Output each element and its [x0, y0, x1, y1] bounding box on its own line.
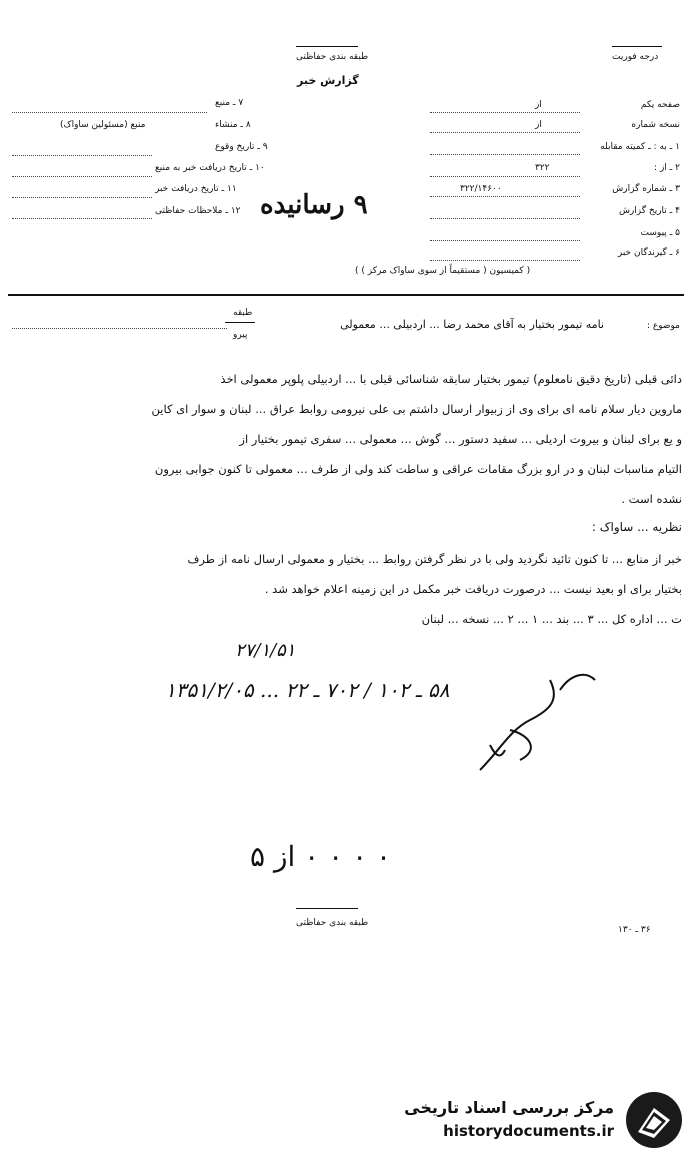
subject-label: موضوع :: [646, 321, 680, 331]
classification-top-rule: [296, 46, 358, 47]
form-dots: [430, 112, 580, 113]
form-dots: [12, 197, 152, 198]
org-url: historydocuments.ir: [443, 1122, 614, 1140]
form-right-0: صفحه یکم: [640, 100, 680, 110]
report-no: ۳۲۲/۱۴۶۰۰: [460, 184, 502, 194]
form-left-1: ۸ ـ منشاء: [215, 120, 251, 130]
form-dots: [430, 132, 580, 133]
form-dots: [430, 218, 580, 219]
form-dots: [12, 155, 152, 156]
form-right-5: ۴ ـ تاریخ گزارش: [618, 206, 680, 216]
classification-bottom: طبقه بندی حفاظتی: [296, 918, 369, 928]
form-right-2: ۱ ـ به : ـ کمیته مقابله: [600, 142, 680, 152]
assessment-title: نظریه ... ساواک :: [591, 520, 682, 534]
form-dots: [430, 240, 580, 241]
signature: [470, 660, 610, 790]
subject-text: نامه تیمور بختیار به آقای محمد رضا ... اردبیلی ... معمولی: [340, 318, 604, 331]
bottom-handwritten-note: ۰ ۰ ۰ ۰ از ۵: [250, 840, 392, 873]
form-dots: [430, 154, 580, 155]
form-dots: [430, 260, 580, 261]
form-right-1: نسخه شماره: [631, 120, 680, 130]
body-line-2: و یع برای لبنان و بیروت اردیلی ... سفید دستور ... گوش ... معمولی ... سفری تیمور بختیار از: [239, 432, 682, 446]
form-right-3: ۲ ـ از :: [654, 163, 680, 173]
form-right-4: ۳ ـ شماره گزارش: [612, 184, 680, 194]
form-left-3: ۱۰ ـ تاریخ دریافت خبر به منبع: [155, 163, 265, 173]
form-left-4: ۱۱ ـ تاریخ دریافت خبر: [155, 184, 237, 194]
source-value: منبع (مسئولین ساواک): [60, 120, 146, 130]
assessment-line-2: ت ... اداره کل ... ۳ ... بند ... ۱ ... ۲ ... نسخه ... لبنان: [421, 612, 682, 626]
form-mid-0: از: [535, 100, 542, 110]
body-line-4: نشده است .: [621, 492, 682, 506]
urgency-rule: [612, 46, 662, 47]
handwritten-date-2: ۵۸ ـ ۱۰۲ / ۷۰۲ ـ ۲۲ ... ۱۳۵۱/۲/۰۵: [165, 678, 450, 702]
form-dots: [12, 112, 207, 113]
form-right-7: ۶ ـ گیرندگان خبر: [617, 248, 680, 258]
org-name: مرکز بررسی اسناد تاریخی: [404, 1098, 614, 1117]
subject-side-0: طبقه: [233, 308, 253, 318]
form-mid-1: از: [535, 120, 542, 130]
form-dots: [430, 196, 580, 197]
document-title: گزارش خبر: [297, 74, 359, 87]
classification-top: طبقه بندی حفاظتی: [296, 52, 369, 62]
subject-dots: [12, 328, 227, 329]
book-logo-icon: [624, 1090, 684, 1150]
stamp-handwritten: ۹ رسانیده: [260, 190, 368, 220]
body-line-1: ماروین دیار سلام نامه ای برای وی از زبیوار ارسال داشتم بی علی نیرومی روابط عراق ... لبنان و سوار ای کاین: [151, 402, 682, 416]
form-dots: [12, 176, 152, 177]
handwritten-date-1: ۲۷/۱/۵۱: [235, 640, 296, 661]
assessment-line-1: بختیار برای او بعید نیست ... درصورت دریافت خبر مکمل در این زمینه اعلام خواهد شد .: [264, 582, 682, 596]
header-separator: [8, 294, 684, 296]
form-left-5: ۱۲ ـ ملاحظات حفاظتی: [155, 206, 241, 216]
urgency-label: درجه فوریت: [612, 52, 659, 62]
form-dots: [12, 218, 152, 219]
body-line-0: دائی قبلی (تاریخ دقیق نامعلوم) تیمور بختیار سابقه شناسائی قبلی با ... اردبیلی پلوپر معمولی اخذ: [220, 372, 682, 386]
form-code: ۳۶ ـ ۱۳۰: [618, 925, 651, 935]
body-line-3: التیام مناسبات لبنان و در ارو بزرگ مقامات عراقی و ساطت کند ولی از طرف ... معمولی تا کنون جوابی بیرون: [154, 462, 682, 476]
recipients-note: ( کمیسیون ( مستقیماً از سوی ساواک مرکز ) ): [355, 266, 531, 276]
form-left-0: ۷ ـ منبع: [215, 98, 244, 108]
from-no: ۳۲۲: [535, 163, 550, 173]
classification-bottom-rule: [296, 908, 358, 909]
subject-rule: [225, 322, 255, 323]
subject-side-1: پیرو: [233, 330, 248, 340]
form-right-6: ۵ ـ پیوست: [640, 228, 680, 238]
form-dots: [430, 176, 580, 177]
form-left-2: ۹ ـ تاریخ وقوع: [215, 142, 268, 152]
assessment-line-0: خبر از منابع ... تا کنون تائید نگردید ولی با در نظر گرفتن روابط ... بختیار و معمولی ارسال نامه از طرف: [187, 552, 682, 566]
